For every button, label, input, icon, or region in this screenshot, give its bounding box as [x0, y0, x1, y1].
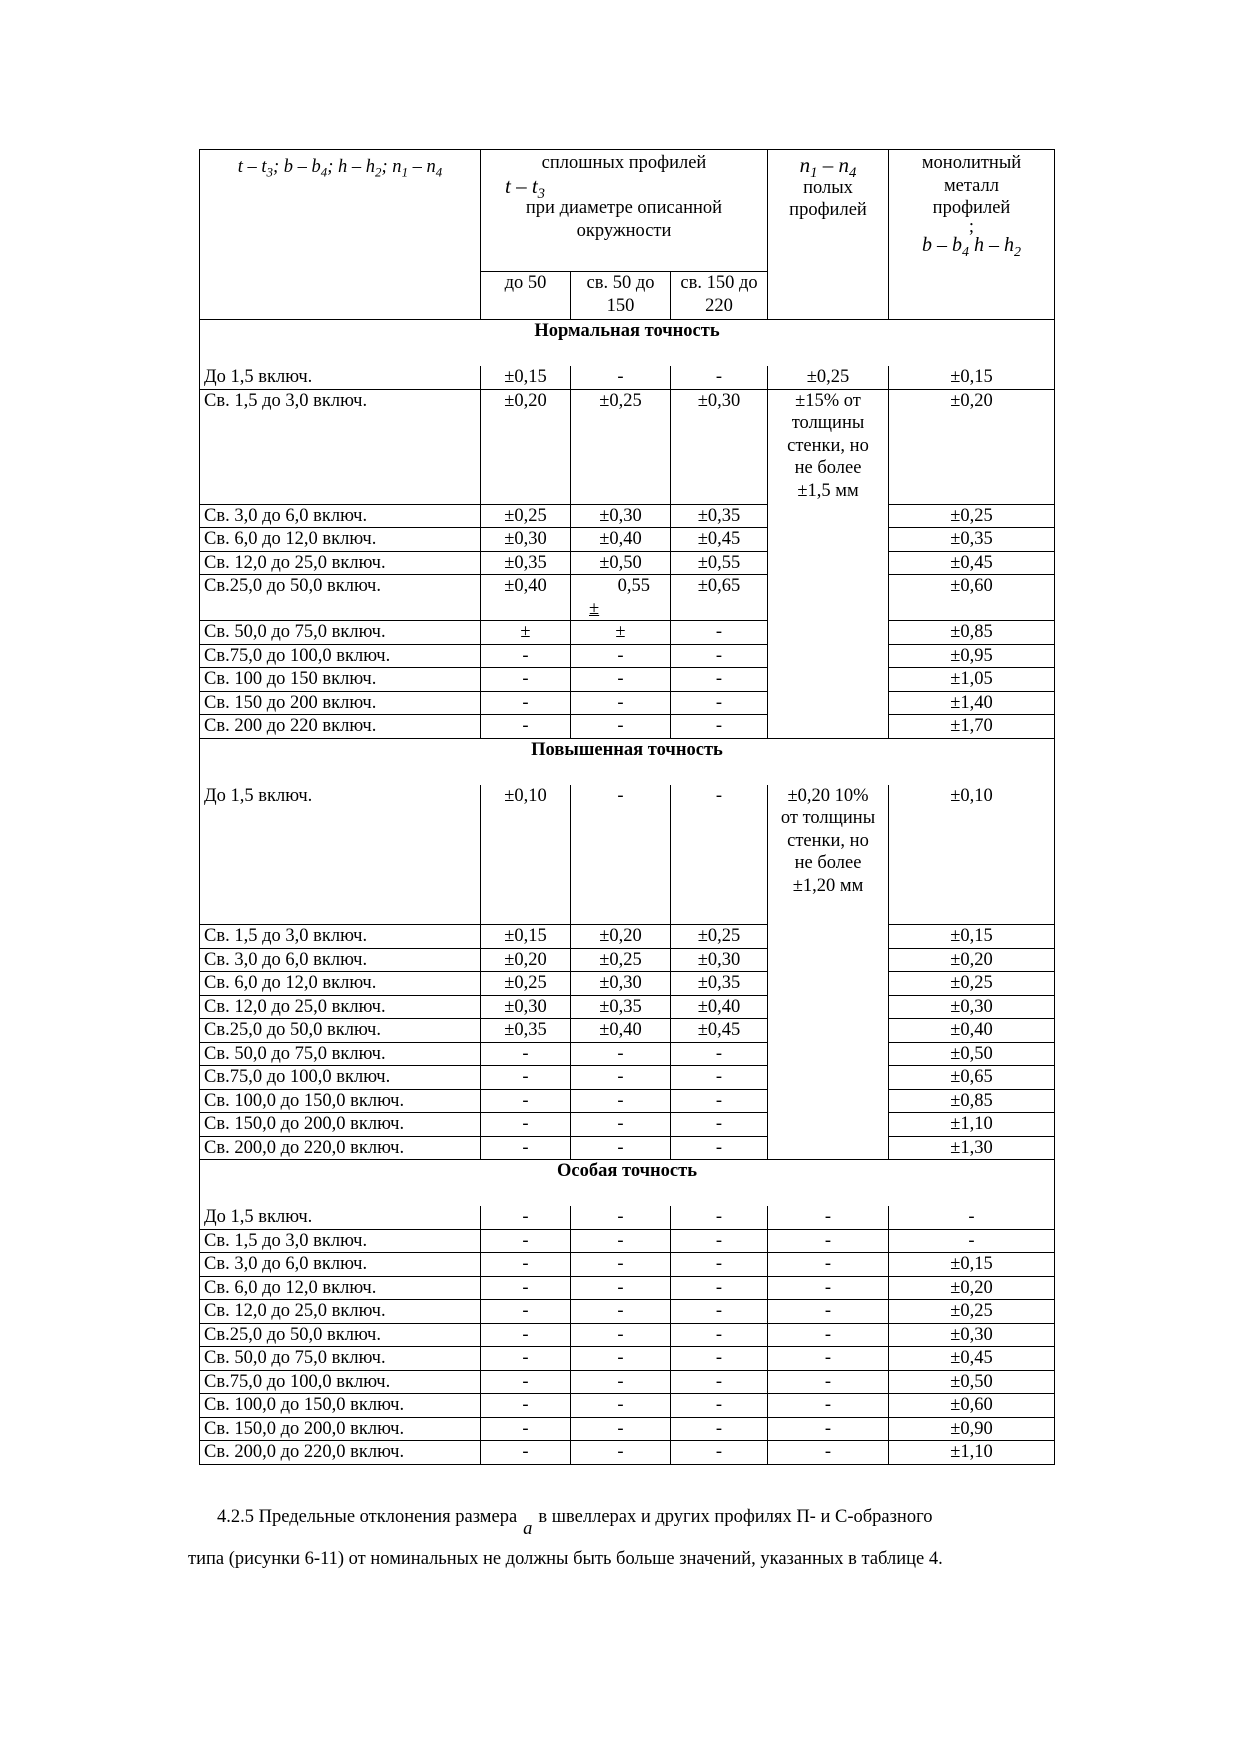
tolerance-d220: ±0,30 [671, 389, 768, 504]
monolithic-tolerance: ±0,20 [889, 389, 1055, 504]
plus-minus-sign: ± [589, 598, 600, 619]
monolithic-tolerance: ±0,25 [889, 972, 1055, 996]
tolerance-d50: - [481, 1276, 571, 1300]
monolithic-tolerance: ±1,10 [889, 1113, 1055, 1137]
table-row [200, 366, 1055, 389]
tolerance-d220: ±0,40 [671, 995, 768, 1019]
tolerance-d50: - [481, 1441, 571, 1465]
tolerance-d150: ±0,25 [571, 389, 671, 504]
tolerance-d50: ±0,15 [481, 925, 571, 949]
tolerance-d50: - [481, 644, 571, 668]
tolerance-d220: - [671, 644, 768, 668]
tolerance-d150: - [571, 1253, 671, 1277]
monolithic-tolerance: ±0,90 [889, 1417, 1055, 1441]
header-diameter-150-220: св. 150 до 220 [671, 272, 768, 320]
tolerance-d220: - [671, 1066, 768, 1090]
tolerance-d50: - [481, 1417, 571, 1441]
tolerance-d50: ±0,20 [481, 389, 571, 504]
hollow-tolerance: - [768, 1206, 889, 1229]
range-label: Св.75,0 до 100,0 включ. [200, 1066, 481, 1090]
tolerance-d150: - [571, 1089, 671, 1113]
range-label: Св. 6,0 до 12,0 включ. [200, 972, 481, 996]
tolerance-d220: - [671, 1042, 768, 1066]
tolerance-d50: ±0,10 [481, 785, 571, 925]
tolerance-d50: ±0,25 [481, 504, 571, 528]
hollow-tolerance: - [768, 1417, 889, 1441]
tolerance-d150: ±0,30 [571, 504, 671, 528]
monolithic-tolerance: ±1,05 [889, 668, 1055, 692]
tolerance-d150: - [571, 1370, 671, 1394]
header-dimension-symbols: t – $t_3$; b – $b_4$; h – $h_2$; $n_1 - n_4$ [200, 150, 481, 320]
range-label: До 1,5 включ. [200, 366, 481, 389]
tolerance-d150: ±0,35 [571, 995, 671, 1019]
monolithic-tolerance: ±0,25 [889, 1300, 1055, 1324]
range-label: Св. 3,0 до 6,0 включ. [200, 948, 481, 972]
monolithic-tolerance: ±0,20 [889, 1276, 1055, 1300]
monolithic-tolerance: ±1,10 [889, 1441, 1055, 1465]
tolerance-d220: ±0,25 [671, 925, 768, 949]
range-label: Св. 50,0 до 75,0 включ. [200, 1347, 481, 1371]
tolerance-d50: - [481, 1394, 571, 1418]
tolerance-d220: - [671, 1229, 768, 1253]
table-row [200, 551, 1055, 575]
tolerance-d220: ±0,35 [671, 972, 768, 996]
tolerance-d50: ±0,30 [481, 528, 571, 552]
tolerance-d50: ±0,35 [481, 551, 571, 575]
tolerance-d150: - [571, 785, 671, 925]
tolerance-d50: ±0,20 [481, 948, 571, 972]
hollow-tolerance: ±0,20 10% от толщины стенки, но не более ±1,20 мм [768, 785, 889, 1160]
table-row [200, 785, 1055, 925]
tolerance-d220: - [671, 1276, 768, 1300]
tolerance-d220: - [671, 1323, 768, 1347]
monolithic-tolerance: ±1,40 [889, 691, 1055, 715]
tolerance-d220: - [671, 1394, 768, 1418]
tolerance-d150: - [571, 691, 671, 715]
range-label: Св.75,0 до 100,0 включ. [200, 1370, 481, 1394]
range-label: Св.25,0 до 50,0 включ. [200, 1323, 481, 1347]
table-row [200, 1394, 1055, 1418]
tolerance-d220: ±0,45 [671, 528, 768, 552]
range-label: До 1,5 включ. [200, 785, 481, 925]
range-label: Св. 50,0 до 75,0 включ. [200, 621, 481, 645]
tolerance-d50: - [481, 691, 571, 715]
tolerance-d220: - [671, 366, 768, 389]
table-row [200, 1417, 1055, 1441]
tolerance-d150: - [571, 1066, 671, 1090]
tolerance-d220: ±0,35 [671, 504, 768, 528]
range-label: Св. 200,0 до 220,0 включ. [200, 1136, 481, 1160]
tolerance-d150: ±0,20 [571, 925, 671, 949]
table-row [200, 528, 1055, 552]
tolerance-d220: ±0,45 [671, 1019, 768, 1043]
tolerance-d220: - [671, 621, 768, 645]
tolerance-d220: - [671, 1347, 768, 1371]
paragraph-4-2-5-line1: 4.2.5 Предельные отклонения размераaв швеллерах и других профилях П- и С-образного [217, 1507, 933, 1539]
table-row [200, 575, 1055, 621]
table-row [200, 995, 1055, 1019]
table-row [200, 1019, 1055, 1043]
tolerance-d50: - [481, 1229, 571, 1253]
tolerance-d150: - [571, 715, 671, 739]
table-row [200, 1300, 1055, 1324]
tolerance-d50: - [481, 1066, 571, 1090]
tolerance-d150: - [571, 1300, 671, 1324]
tolerance-d50: - [481, 1042, 571, 1066]
tolerance-d50: - [481, 1089, 571, 1113]
table-row [200, 1276, 1055, 1300]
tolerance-d150: - [571, 1042, 671, 1066]
range-label: Св. 150 до 200 включ. [200, 691, 481, 715]
hollow-tolerance: - [768, 1394, 889, 1418]
table-row [200, 1206, 1055, 1229]
tolerance-d150: ±0,40 [571, 528, 671, 552]
table-row [200, 1323, 1055, 1347]
tolerance-d50: - [481, 715, 571, 739]
range-label: Св. 6,0 до 12,0 включ. [200, 1276, 481, 1300]
tolerance-d50: - [481, 668, 571, 692]
hollow-tolerance: - [768, 1300, 889, 1324]
range-label: Св. 100 до 150 включ. [200, 668, 481, 692]
tolerance-d50: - [481, 1206, 571, 1229]
monolithic-tolerance: ±1,30 [889, 1136, 1055, 1160]
monolithic-tolerance: ±0,45 [889, 551, 1055, 575]
hollow-tolerance: - [768, 1370, 889, 1394]
monolithic-tolerance: ±0,60 [889, 1394, 1055, 1418]
monolithic-tolerance: ±0,20 [889, 948, 1055, 972]
table-row [200, 972, 1055, 996]
table-row [200, 1253, 1055, 1277]
tolerance-d150: ± [571, 621, 671, 645]
tolerance-d150: - [571, 1323, 671, 1347]
hollow-tolerance: - [768, 1347, 889, 1371]
tolerance-d50: ±0,15 [481, 366, 571, 389]
table-row [200, 621, 1055, 645]
table-row [200, 925, 1055, 949]
section-title-special: Особая точность [200, 1160, 1055, 1207]
range-label: Св. 12,0 до 25,0 включ. [200, 551, 481, 575]
header-diameter-up-to-50: до 50 [481, 272, 571, 320]
monolithic-tolerance: - [889, 1206, 1055, 1229]
table-row [200, 668, 1055, 692]
tolerance-d150: - [571, 1229, 671, 1253]
tolerance-d220: - [671, 1370, 768, 1394]
monolithic-tolerance: ±0,85 [889, 621, 1055, 645]
tolerance-d50: - [481, 1136, 571, 1160]
tolerance-d150: - [571, 1136, 671, 1160]
monolithic-tolerance: ±0,50 [889, 1370, 1055, 1394]
tolerance-d220: - [671, 668, 768, 692]
hollow-tolerance: - [768, 1323, 889, 1347]
hollow-tolerance: ±0,25 [768, 366, 889, 389]
tolerance-value: 0,55 [617, 576, 650, 596]
table-row [200, 948, 1055, 972]
range-label: Св. 12,0 до 25,0 включ. [200, 995, 481, 1019]
range-label: Св. 3,0 до 6,0 включ. [200, 1253, 481, 1277]
variable-a: a [523, 1519, 533, 1539]
table-row [200, 1042, 1055, 1066]
range-label: Св. 200 до 220 включ. [200, 715, 481, 739]
section-title-high: Повышенная точность [200, 738, 1055, 785]
monolithic-tolerance: ±0,30 [889, 1323, 1055, 1347]
header-solid-profiles: сплошных профилей t – $t_3$ при диаметре описанной окружности [481, 150, 768, 272]
tolerance-d150 [571, 575, 671, 621]
monolithic-tolerance: - [889, 1229, 1055, 1253]
monolithic-tolerance: ±0,40 [889, 1019, 1055, 1043]
table-row [200, 691, 1055, 715]
tolerance-d50: - [481, 1113, 571, 1137]
table-row [200, 1136, 1055, 1160]
monolithic-tolerance: ±0,35 [889, 528, 1055, 552]
table-row [200, 1347, 1055, 1371]
tolerance-d50: ± [481, 621, 571, 645]
monolithic-tolerance: ±0,30 [889, 995, 1055, 1019]
tolerance-d150: - [571, 1441, 671, 1465]
tolerance-d220: - [671, 1300, 768, 1324]
monolithic-tolerance: ±0,85 [889, 1089, 1055, 1113]
table-row [200, 1066, 1055, 1090]
monolithic-tolerance: ±0,95 [889, 644, 1055, 668]
range-label: Св. 12,0 до 25,0 включ. [200, 1300, 481, 1324]
table-row [200, 389, 1055, 504]
tolerance-d220: - [671, 691, 768, 715]
tolerance-d220: - [671, 1417, 768, 1441]
tolerance-d50: - [481, 1253, 571, 1277]
tolerance-d150: - [571, 1113, 671, 1137]
tolerance-d150: - [571, 1206, 671, 1229]
range-label: Св. 50,0 до 75,0 включ. [200, 1042, 481, 1066]
range-label: Св.25,0 до 50,0 включ. [200, 575, 481, 621]
range-label: Св. 150,0 до 200,0 включ. [200, 1417, 481, 1441]
table-row [200, 644, 1055, 668]
hollow-tolerance: - [768, 1229, 889, 1253]
range-label: Св. 3,0 до 6,0 включ. [200, 504, 481, 528]
tolerance-d220: ±0,30 [671, 948, 768, 972]
monolithic-tolerance: ±0,15 [889, 1253, 1055, 1277]
tolerance-d220: - [671, 785, 768, 925]
range-label: Св. 150,0 до 200,0 включ. [200, 1113, 481, 1137]
tolerance-d50: - [481, 1347, 571, 1371]
tolerance-d150: - [571, 1276, 671, 1300]
range-label: Св.75,0 до 100,0 включ. [200, 644, 481, 668]
hollow-tolerance: ±15% от толщины стенки, но не более ±1,5 мм [768, 389, 889, 738]
range-label: Св. 1,5 до 3,0 включ. [200, 925, 481, 949]
range-label: Св. 200,0 до 220,0 включ. [200, 1441, 481, 1465]
tolerance-d220: - [671, 715, 768, 739]
range-label: Св. 100,0 до 150,0 включ. [200, 1089, 481, 1113]
range-label: Св. 100,0 до 150,0 включ. [200, 1394, 481, 1418]
tolerance-d220: - [671, 1136, 768, 1160]
tolerance-d220: - [671, 1253, 768, 1277]
tolerance-d220: - [671, 1206, 768, 1229]
range-label: Св. 6,0 до 12,0 включ. [200, 528, 481, 552]
range-label: Св. 1,5 до 3,0 включ. [200, 389, 481, 504]
hollow-tolerance: - [768, 1253, 889, 1277]
tolerance-table [199, 149, 1055, 1465]
tolerance-d150: - [571, 1417, 671, 1441]
tolerance-d150: - [571, 366, 671, 389]
monolithic-tolerance: ±0,10 [889, 785, 1055, 925]
tolerance-d50: ±0,40 [481, 575, 571, 621]
hollow-tolerance: - [768, 1276, 889, 1300]
tolerance-d220: - [671, 1441, 768, 1465]
header-diameter-50-150: св. 50 до 150 [571, 272, 671, 320]
tolerance-d50: ±0,30 [481, 995, 571, 1019]
tolerance-d50: ±0,35 [481, 1019, 571, 1043]
tolerance-d220: ±0,55 [671, 551, 768, 575]
table-row [200, 715, 1055, 739]
tolerance-d50: - [481, 1323, 571, 1347]
tolerance-d150: ±0,30 [571, 972, 671, 996]
monolithic-tolerance: ±0,15 [889, 366, 1055, 389]
range-label: Св.25,0 до 50,0 включ. [200, 1019, 481, 1043]
range-label: До 1,5 включ. [200, 1206, 481, 1229]
monolithic-tolerance: ±0,45 [889, 1347, 1055, 1371]
tolerance-d150: ±0,40 [571, 1019, 671, 1043]
header-monolithic-metal: монолитный металл профилей ; b – $b_4$ h – $h_2$ [889, 150, 1055, 320]
tolerance-d220: - [671, 1113, 768, 1137]
tolerance-d50: ±0,25 [481, 972, 571, 996]
monolithic-tolerance: ±1,70 [889, 715, 1055, 739]
table-row [200, 1370, 1055, 1394]
table-row [200, 504, 1055, 528]
header-hollow-profiles: $n_1 - n_4$ полых профилей [768, 150, 889, 320]
tolerance-d150: - [571, 1347, 671, 1371]
paragraph-4-2-5-line2: типа (рисунки 6-11) от номинальных не должны быть больше значений, указанных в таблице 4. [188, 1549, 943, 1569]
table-row [200, 1229, 1055, 1253]
table-row [200, 1113, 1055, 1137]
monolithic-tolerance: ±0,25 [889, 504, 1055, 528]
monolithic-tolerance: ±0,50 [889, 1042, 1055, 1066]
tolerance-d150: - [571, 644, 671, 668]
tolerance-d150: ±0,25 [571, 948, 671, 972]
tolerance-d150: - [571, 668, 671, 692]
hollow-tolerance: - [768, 1441, 889, 1465]
monolithic-tolerance: ±0,15 [889, 925, 1055, 949]
monolithic-tolerance: ±0,65 [889, 1066, 1055, 1090]
tolerance-d150: ±0,50 [571, 551, 671, 575]
table-row [200, 1441, 1055, 1465]
table-row [200, 1089, 1055, 1113]
monolithic-tolerance: ±0,60 [889, 575, 1055, 621]
tolerance-d150: - [571, 1394, 671, 1418]
tolerance-d50: - [481, 1370, 571, 1394]
range-label: Св. 1,5 до 3,0 включ. [200, 1229, 481, 1253]
section-title-normal: Нормальная точность [200, 320, 1055, 367]
tolerance-d50: - [481, 1300, 571, 1324]
tolerance-d220: ±0,65 [671, 575, 768, 621]
tolerance-d220: - [671, 1089, 768, 1113]
